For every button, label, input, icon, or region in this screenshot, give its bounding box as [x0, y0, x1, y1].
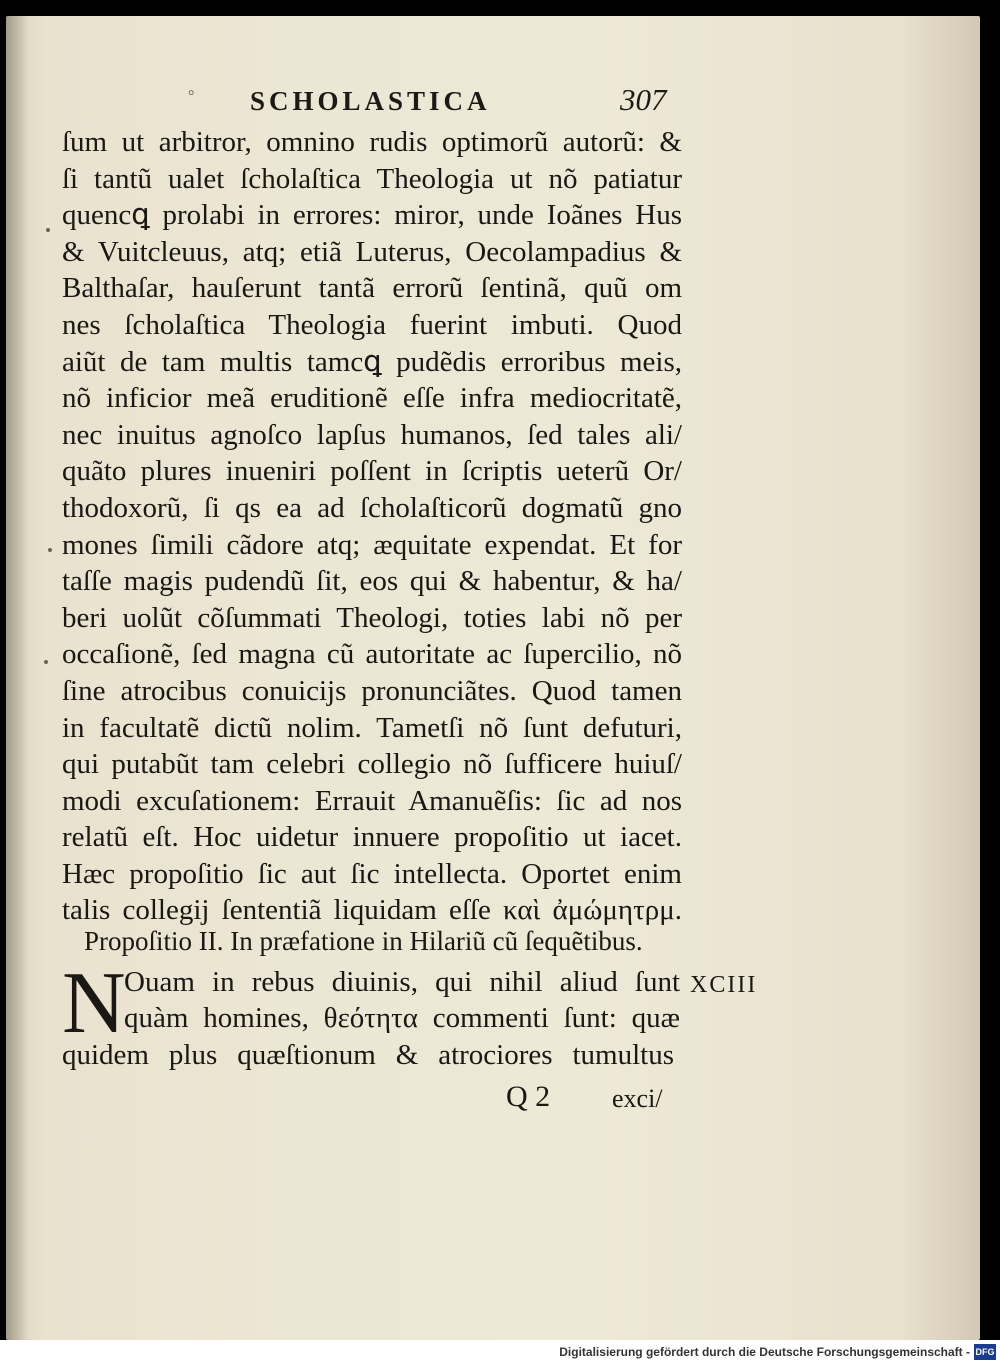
dropcap-line-2: quàm homines, θεότητα commenti ſunt: quæ: [124, 1002, 680, 1034]
catchword: exci/: [612, 1084, 663, 1113]
text-line: ſi tantũ ualet ſcholaſtica Theologia ut nõ patiatur: [62, 162, 682, 195]
text-line: talis collegij ſententiã liquidam eſſe καὶ ἀμώμητρμ.: [62, 894, 682, 927]
text-line: beri uolũt cõſummati Theologi, toties labi nõ per: [62, 601, 682, 634]
signature-mark: Q 2: [506, 1080, 551, 1113]
text-line: occaſionẽ, ſed magna cũ autoritate ac ſupercilio, nõ: [62, 638, 682, 671]
dfg-logo: DFG: [974, 1344, 996, 1360]
text-line: nõ inficior meã eruditionẽ eſſe infra mediocritatẽ,: [62, 382, 682, 415]
text-line: aiũt de tam multis tamcꝗ pudẽdis erroribus meis,: [62, 345, 682, 378]
text-line: ſum ut arbitror, omnino rudis optimorũ autorũ: &: [62, 126, 682, 158]
text-line: in facultatẽ dictũ nolim. Tametſi nõ ſunt defuturi,: [62, 711, 682, 744]
page-header: [188, 82, 688, 122]
text-line: nes ſcholaſtica Theologia fuerint imbuti. Quod: [62, 308, 682, 341]
text-line: ſine atrocibus conuicijs pronunciãtes. Quod tamen: [62, 674, 682, 707]
text-line: quãto plures inueniri poſſent in ſcriptis ueterũ Or/: [62, 455, 682, 488]
margin-folio-note: XCIII: [690, 972, 758, 998]
header-mark: °: [188, 88, 195, 105]
running-title: SCHOLASTICA: [250, 86, 491, 116]
text-line: modi excuſationem: Errauit Amanuẽſis: ſic ad nos: [62, 784, 682, 817]
body-text: [62, 124, 682, 929]
text-line: nec inuitus agnoſco lapſus humanos, ſed tales ali/: [62, 418, 682, 451]
text-line: quencꝗ prolabi in errores: miror, unde Ioãnes Hus: [62, 199, 682, 232]
page-speck: [44, 660, 48, 664]
text-line: Hæc propoſitio ſic aut ſic intellecta. Oportet enim: [62, 857, 682, 890]
dropcap-line-1: Ouam in rebus diuinis, qui nihil aliud ſunt: [124, 966, 680, 998]
footer-bar: [0, 1340, 1000, 1366]
text-line: relatũ eſt. Hoc uidetur innuere propoſitio ut iacet.: [62, 821, 682, 854]
page-number: 307: [620, 82, 667, 117]
page-speck: [46, 228, 50, 232]
section-heading: Propoſitio II. In præfatione in Hilariũ cũ ſequẽtibus.: [84, 926, 643, 956]
dropcap-letter: N: [62, 955, 126, 1052]
text-line: thodoxorũ, ſi qs ea ad ſcholaſticorũ dogmatũ gno: [62, 491, 682, 524]
text-line: & Vuitcleuus, atq; etiã Luterus, Oecolampadius &: [62, 235, 682, 268]
text-line: qui putabũt tam celebri collegio nõ ſufficere huiuſ/: [62, 748, 682, 781]
spine-shadow: [6, 16, 28, 1340]
text-line: taſſe magis pudendũ ſit, eos qui & habentur, & ha/: [62, 565, 682, 598]
text-line: Balthaſar, hauſerunt tantã errorũ ſentinã, quũ om: [62, 272, 682, 305]
dropcap-line-3: quidem plus quæſtionum & atrociores tumultus: [62, 1039, 674, 1071]
page-speck: [48, 548, 52, 552]
text-line: mones ſimili cãdore atq; æquitate expendat. Et for: [62, 528, 682, 561]
funding-credit: Digitalisierung gefördert durch die Deutsche Forschungsgemeinschaft -: [559, 1345, 970, 1359]
